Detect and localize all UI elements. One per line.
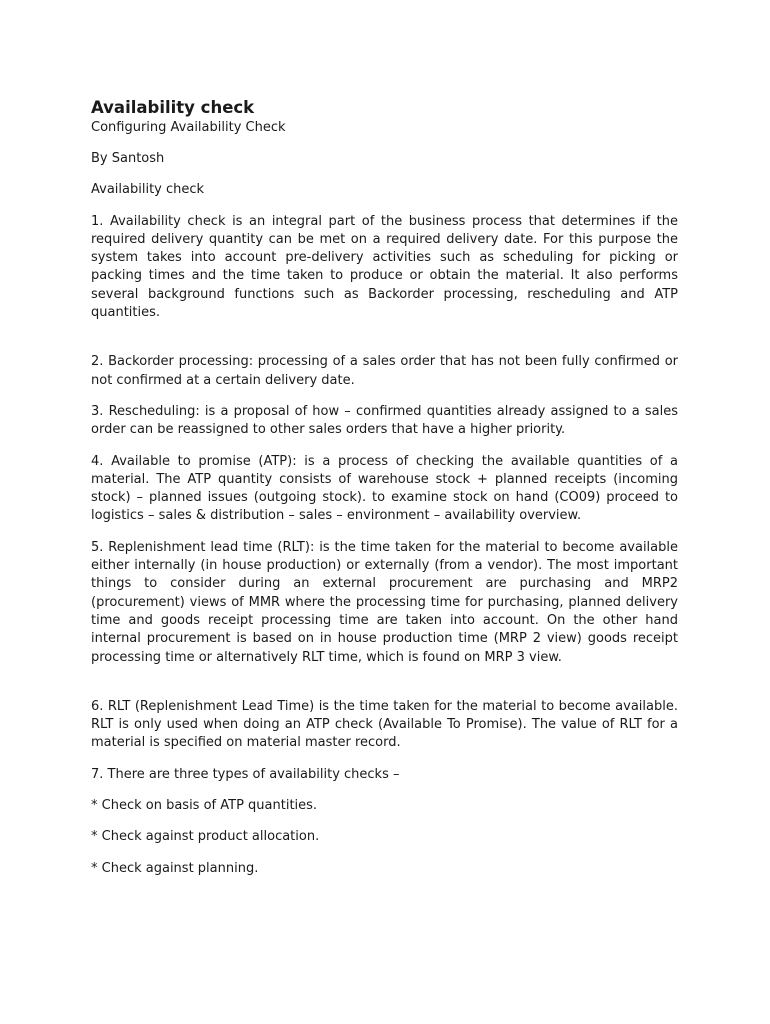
paragraph-3: 3. Rescheduling: is a proposal of how – confirmed quantities already assigned to a sales order can be reassigned to other sales orders that have a higher priority. bbox=[91, 403, 678, 438]
paragraph-5: 5. Replenishment lead time (RLT): is the time taken for the material to become available either internally (in house production) or externally (from a vendor). The most important things to consider during an external procurement are purchasing and MRP2 (procurement) views of MMR where the processing time for purchasing, planned delivery time and goods receipt processing time are taken into account. On the other hand internal procurement is based on in house production time (MRP 2 view) goods receipt processing time or alternatively RLT time, which is found on MRP 3 view. bbox=[91, 539, 678, 665]
bullet-item: * Check against planning. bbox=[91, 860, 259, 876]
paragraph-1: 1. Availability check is an integral part of the business process that determines if the required delivery quantity can be met on a required delivery date. For this purpose the system takes into account pre-delivery activities such as scheduling for picking or packing times and the time taken to produce or obtain the material. It also performs several background functions such as Backorder processing, rescheduling and ATP quantities. bbox=[91, 213, 678, 321]
paragraph-6: 6. RLT (Replenishment Lead Time) is the time taken for the material to become available. RLT is only used when doing an ATP check (Available To Promise). The value of RLT for a material is specified on material master record. bbox=[91, 698, 678, 751]
document-title: Availability check bbox=[91, 98, 255, 117]
paragraph-4: 4. Available to promise (ATP): is a process of checking the available quantities of a material. The ATP quantity consists of warehouse stock + planned receipts (incoming stock) – planned issues (outgoing stock). to examine stock on hand (CO09) proceed to logistics – sales & distribution – sales – environment – availability overview. bbox=[91, 453, 678, 524]
document-page bbox=[91, 97, 678, 891]
bullet-item: * Check against product allocation. bbox=[91, 829, 320, 845]
section-heading: Availability check bbox=[91, 182, 205, 198]
bullet-item: * Check on basis of ATP quantities. bbox=[91, 798, 318, 814]
document-subtitle: Configuring Availability Check bbox=[91, 120, 286, 135]
author-line: By Santosh bbox=[91, 151, 165, 166]
paragraph-2: 2. Backorder processing: processing of a sales order that has not been fully confirmed or not confirmed at a certain delivery date. bbox=[91, 354, 678, 388]
paragraph-7: 7. There are three types of availability checks – bbox=[91, 766, 400, 782]
